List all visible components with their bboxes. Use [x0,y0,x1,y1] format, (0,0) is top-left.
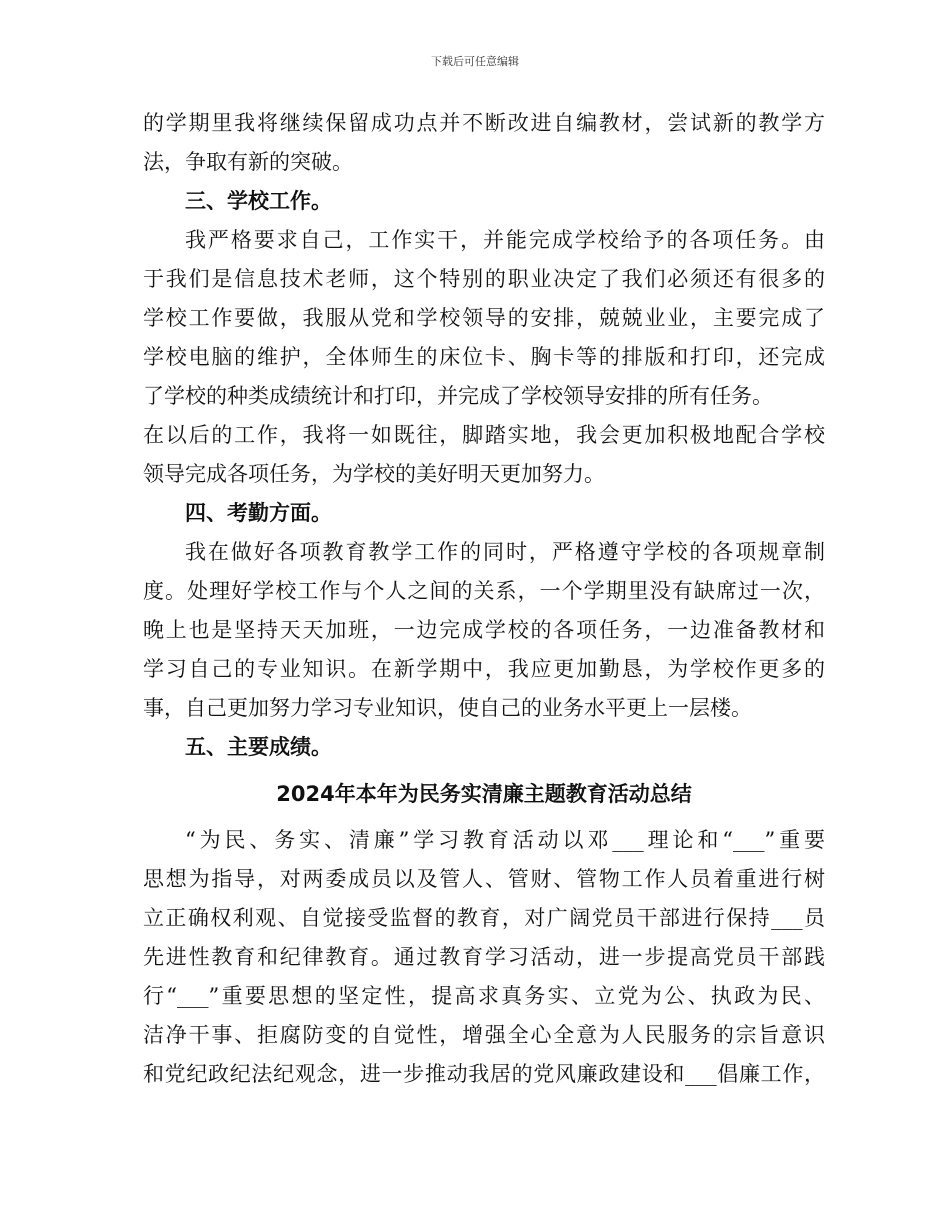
page-header: 下载后可任意编辑 [431,55,519,68]
paragraph-line: 和党纪政纪法纪观念，进一步推动我居的党风廉政建设和___倡廉工作， [143,1062,825,1086]
paragraph-line: 我严格要求自己，工作实干，并能完成学校给予的各项任务。由 [185,228,825,252]
paragraph-line: 度。处理好学校工作与个人之间的关系，一个学期里没有缺席过一次， [143,579,825,603]
paragraph-line: 学校电脑的维护，全体师生的床位卡、胸卡等的排版和打印，还完成 [143,345,825,369]
paragraph-line: 我在做好各项教育教学工作的同时，严格遵守学校的各项规章制 [185,540,825,564]
paragraph-line: 学校工作要做，我服从党和学校领导的安排，兢兢业业，主要完成了 [143,306,825,330]
document-body [143,104,825,1094]
paragraph-line: 晚上也是坚持天天加班，一边完成学校的各项任务，一边准备教材和 [143,618,825,642]
paragraph-line: “为民、务实、清廉”学习教育活动以邓___理论和“___”重要 [185,828,825,852]
paragraph-line: 洁净干事、拒腐防变的自觉性，增强全心全意为人民服务的宗旨意识 [143,1023,825,1047]
paragraph-line: 了学校的种类成绩统计和打印，并完成了学校领导安排的所有任务。 [143,384,773,408]
document-title: 2024年本年为民务实清廉主题教育活动总结 [276,782,692,806]
paragraph-line: 先进性教育和纪律教育。通过教育学习活动，进一步提高党员干部践 [143,945,825,969]
paragraph-line: 于我们是信息技术老师，这个特别的职业决定了我们必须还有很多的 [143,267,825,291]
paragraph-line: 在以后的工作，我将一如既往，脚踏实地，我会更加积极地配合学校 [143,423,825,447]
section-heading: 四、考勤方面。 [185,501,332,525]
paragraph-line: 法，争取有新的突破。 [143,150,353,174]
paragraph-line: 的学期里我将继续保留成功点并不断改进自编教材，尝试新的教学方 [143,111,825,135]
section-heading: 五、主要成绩。 [185,735,332,759]
paragraph-line: 思想为指导，对两委成员以及管人、管财、管物工作人员着重进行树 [143,867,825,891]
paragraph-line: 领导完成各项任务，为学校的美好明天更加努力。 [143,462,605,486]
section-heading: 三、学校工作。 [185,189,332,213]
paragraph-line: 行“___”重要思想的坚定性，提高求真务实、立党为公、执政为民、 [143,984,825,1008]
paragraph-line: 事，自己更加努力学习专业知识，使自己的业务水平更上一层楼。 [143,696,752,720]
paragraph-line: 学习自己的专业知识。在新学期中，我应更加勤恳，为学校作更多的 [143,657,825,681]
paragraph-line: 立正确权利观、自觉接受监督的教育，对广阔党员干部进行保持___员 [143,906,825,930]
